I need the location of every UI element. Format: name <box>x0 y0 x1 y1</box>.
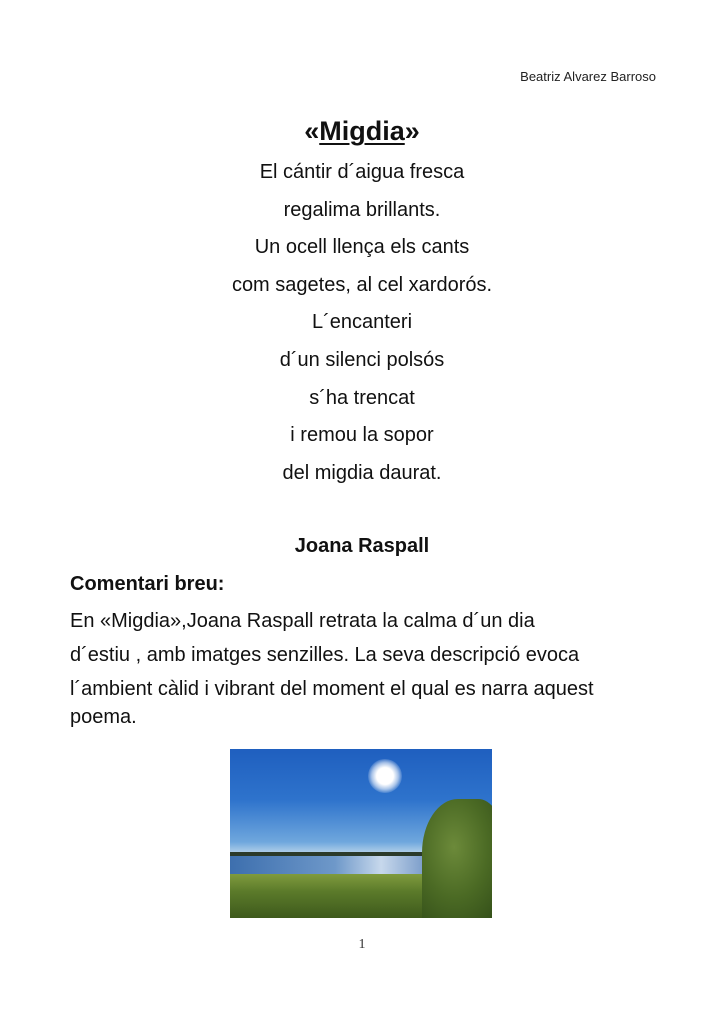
poem-line: El cántir d´aigua fresca <box>259 161 465 183</box>
title-close-quote: » <box>404 116 420 146</box>
title-word: Migdia <box>319 116 405 146</box>
poem-line: Un ocell llença els cants <box>254 236 470 259</box>
title-open-quote: « <box>304 116 320 146</box>
poem-line: regalima brillants. <box>283 198 441 221</box>
comment-line: En «Migdia»,Joana Raspall retrata la calma d´un dia <box>70 610 535 632</box>
poem-line: del migdia daurat. <box>282 461 442 484</box>
poem-line: com sagetes, al cel xardorós. <box>231 273 493 296</box>
page-number: 1 <box>358 937 366 952</box>
poet-name: Joana Raspall <box>294 535 430 557</box>
sun-shape <box>368 759 402 793</box>
comment-paragraph <box>70 607 670 737</box>
poem-line: L´encanteri <box>311 311 413 334</box>
poem-body <box>0 157 724 495</box>
landscape-photo <box>230 749 492 918</box>
author-name: Beatriz Alvarez Barroso <box>520 69 656 84</box>
poem-line: i remou la sopor <box>290 424 434 447</box>
comment-line: d´estiu , amb imatges senzilles. La seva descripció evoca <box>70 644 580 666</box>
bush-shape <box>422 799 492 918</box>
poem-title <box>0 116 724 147</box>
comment-heading: Comentari breu: <box>70 573 225 595</box>
poem-line: d´un silenci polsós <box>279 348 445 371</box>
poem-line: s´ha trencat <box>309 386 415 409</box>
comment-line: poema. <box>70 706 137 728</box>
comment-line: l´ambient càlid i vibrant del moment el qual es narra aquest <box>70 678 594 700</box>
